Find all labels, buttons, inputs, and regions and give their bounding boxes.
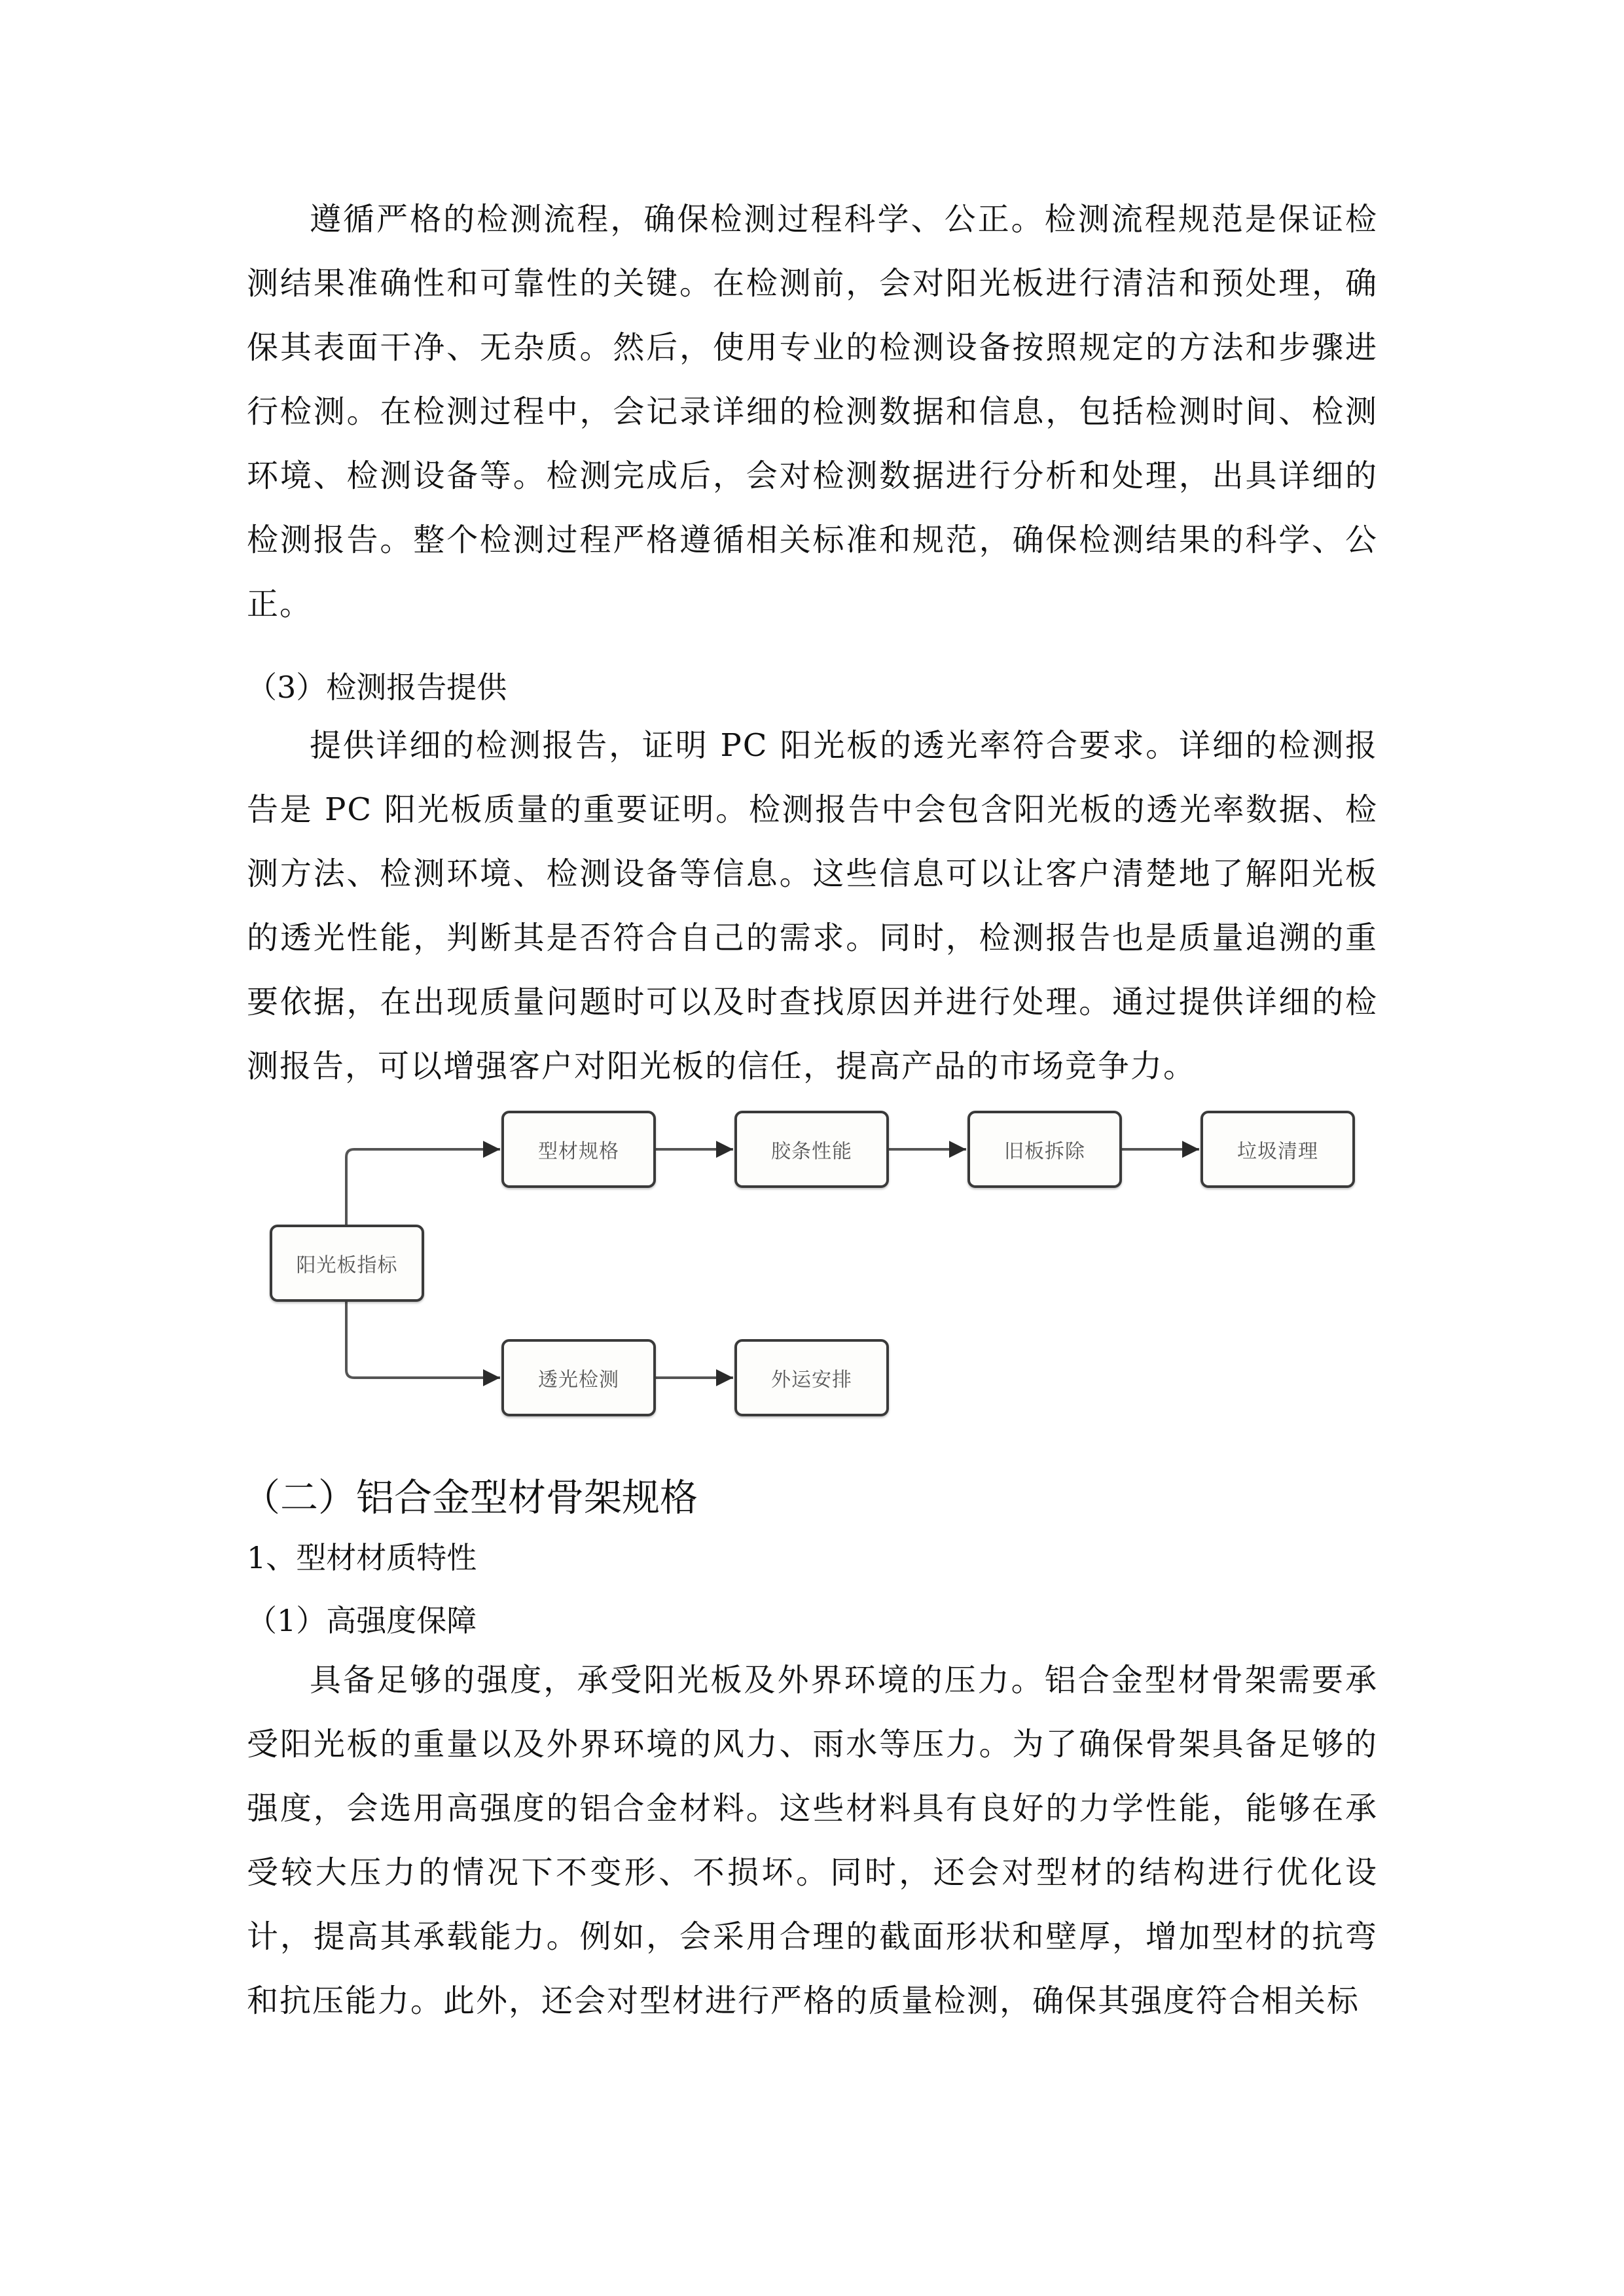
node-root: 阳光板指标 — [270, 1225, 424, 1302]
paragraph-text: 遵循严格的检测流程，确保检测过程科学、公正。检测流程规范是保证检测结果准确性和可靠性的关键。在检测前，会对阳光板进行清洁和预处理，确保其表面干净、无杂质。然后，使用专业的检测设备按照规定的方法和步骤进行检测。在检测过程中，会记录详细的检测数据和信息，包括检测时间、检测环境、检测设备等。检测完成后，会对检测数据进行分析和处理，出具详细的检测报告。整个检测过程严格遵循相关标准和规范，确保检测结果的科学、公正。 — [247, 201, 1378, 622]
node-old-panel-removal: 旧板拆除 — [967, 1111, 1122, 1188]
subsection-heading: 1、型材材质特性 — [247, 1540, 477, 1575]
node-profile-spec: 型材规格 — [501, 1111, 656, 1188]
flow-diagram — [262, 1106, 1375, 1433]
paragraph-report — [247, 713, 1378, 1098]
section-heading: （二）铝合金型材骨架规格 — [242, 1475, 698, 1520]
subheading-report-provision: （3）检测报告提供 — [247, 670, 507, 705]
subheading-high-strength: （1）高强度保障 — [247, 1603, 477, 1638]
node-light-test: 透光检测 — [501, 1339, 656, 1416]
node-transport: 外运安排 — [734, 1339, 889, 1416]
paragraph-text: 具备足够的强度，承受阳光板及外界环境的压力。铝合金型材骨架需要承受阳光板的重量以及外界环境的风力、雨水等压力。为了确保骨架具备足够的强度，会选用高强度的铝合金材料。这些材料具有良好的力学性能，能够在承受较大压力的情况下不变形、不损坏。同时，还会对型材的结构进行优化设计，提高其承载能力。例如，会采用合理的截面形状和壁厚，增加型材的抗弯和抗压能力。此外，还会对型材进行严格的质量检测，确保其强度符合相关标 — [247, 1662, 1378, 2019]
paragraph-inspection-process — [247, 187, 1378, 636]
node-waste-cleanup: 垃圾清理 — [1200, 1111, 1355, 1188]
paragraph-text: 提供详细的检测报告，证明 PC 阳光板的透光率符合要求。详细的检测报告是 PC 阳光板质量的重要证明。检测报告中会包含阳光板的透光率数据、检测方法、检测环境、检测设备等信息。这些信息可以让客户清楚地了解阳光板的透光性能，判断其是否符合自己的需求。同时，检测报告也是质量追溯的重要依据，在出现质量问题时可以及时查找原因并进行处理。通过提供详细的检测报告，可以增强客户对阳光板的信任，提高产品的市场竞争力。 — [247, 727, 1378, 1085]
node-seal-strip: 胶条性能 — [734, 1111, 889, 1188]
paragraph-strength — [247, 1648, 1378, 2033]
